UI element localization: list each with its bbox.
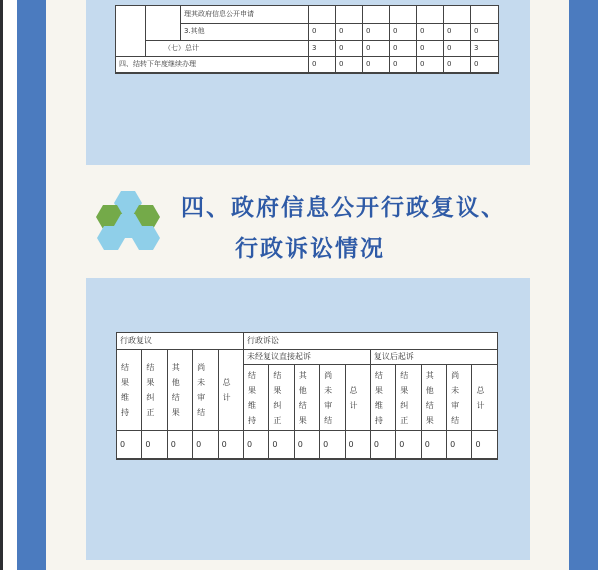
cell-value: 0 — [269, 431, 294, 459]
table-row — [116, 40, 499, 56]
table-cell — [116, 6, 146, 57]
cell-value: 0 — [336, 56, 363, 73]
cell-value: 0 — [390, 40, 417, 56]
cell-value — [417, 6, 444, 24]
column-header: 总 计 — [218, 349, 243, 431]
cell-value: 0 — [294, 431, 319, 459]
column-header: 总 计 — [345, 365, 370, 431]
cell-value: 0 — [417, 56, 444, 73]
cell-value — [471, 6, 499, 24]
row-label: （七）总计 — [146, 40, 309, 56]
column-header: 结 果 维 持 — [243, 365, 268, 431]
cell-value: 0 — [396, 431, 421, 459]
cell-value: 0 — [320, 431, 345, 459]
row-label: 理其政府信息公开申请 — [181, 6, 309, 24]
top-table — [115, 5, 499, 74]
cell-value: 0 — [471, 24, 499, 40]
cell-value: 0 — [363, 40, 390, 56]
cell-value: 3 — [309, 40, 336, 56]
table-row — [117, 333, 498, 350]
column-header: 结 果 维 持 — [117, 349, 142, 431]
table-cell — [146, 6, 181, 41]
review-litigation-table — [116, 332, 498, 460]
cell-value: 0 — [421, 431, 446, 459]
section-title-continued: 行政诉讼情况 — [235, 236, 385, 262]
cell-value — [336, 6, 363, 24]
cell-value: 0 — [218, 431, 243, 459]
section-title: 四、政府信息公开行政复议、 — [181, 195, 506, 221]
left-rail — [0, 0, 3, 570]
cell-value — [309, 6, 336, 24]
column-header: 尚 未 审 结 — [447, 365, 472, 431]
cell-value: 0 — [309, 56, 336, 73]
cell-value: 0 — [142, 431, 167, 459]
cell-value: 3 — [471, 40, 499, 56]
cell-value: 0 — [417, 40, 444, 56]
cell-value: 0 — [117, 431, 142, 459]
hexagon-cluster-icon — [96, 191, 162, 251]
group-header-litigation: 行政诉讼 — [243, 333, 497, 350]
column-header: 结 果 维 持 — [370, 365, 395, 431]
column-header: 其 他 结 果 — [294, 365, 319, 431]
cell-value: 0 — [447, 431, 472, 459]
column-header: 总 计 — [472, 365, 498, 431]
cell-value: 0 — [193, 431, 218, 459]
subgroup-header-after-review: 复议后起诉 — [370, 349, 497, 364]
cell-value — [390, 6, 417, 24]
cell-value: 0 — [345, 431, 370, 459]
cell-value — [444, 6, 471, 24]
cell-value: 0 — [363, 24, 390, 40]
cell-value: 0 — [471, 56, 499, 73]
table-row — [117, 431, 498, 459]
column-header: 结 果 纠 正 — [142, 349, 167, 431]
column-header: 结 果 纠 正 — [396, 365, 421, 431]
table-row — [116, 6, 499, 24]
table-row — [116, 56, 499, 73]
cell-value: 0 — [417, 24, 444, 40]
cell-value: 0 — [309, 24, 336, 40]
row-label: 四、结转下年度继续办理 — [116, 56, 309, 73]
cell-value: 0 — [444, 24, 471, 40]
table-row — [117, 349, 498, 364]
column-header: 尚 未 审 结 — [193, 349, 218, 431]
column-header: 其 他 结 果 — [167, 349, 192, 431]
column-header: 其 他 结 果 — [421, 365, 446, 431]
row-label: 3.其他 — [181, 24, 309, 40]
cell-value: 0 — [390, 56, 417, 73]
cell-value: 0 — [336, 24, 363, 40]
cell-value: 0 — [444, 56, 471, 73]
cell-value: 0 — [167, 431, 192, 459]
group-header-review: 行政复议 — [117, 333, 244, 350]
cell-value: 0 — [336, 40, 363, 56]
cell-value — [363, 6, 390, 24]
subgroup-header-direct: 未经复议直接起诉 — [243, 349, 370, 364]
cell-value: 0 — [363, 56, 390, 73]
cell-value: 0 — [472, 431, 498, 459]
cell-value: 0 — [370, 431, 395, 459]
cell-value: 0 — [444, 40, 471, 56]
cell-value: 0 — [390, 24, 417, 40]
column-header: 结 果 纠 正 — [269, 365, 294, 431]
cell-value: 0 — [243, 431, 268, 459]
column-header: 尚 未 审 结 — [320, 365, 345, 431]
